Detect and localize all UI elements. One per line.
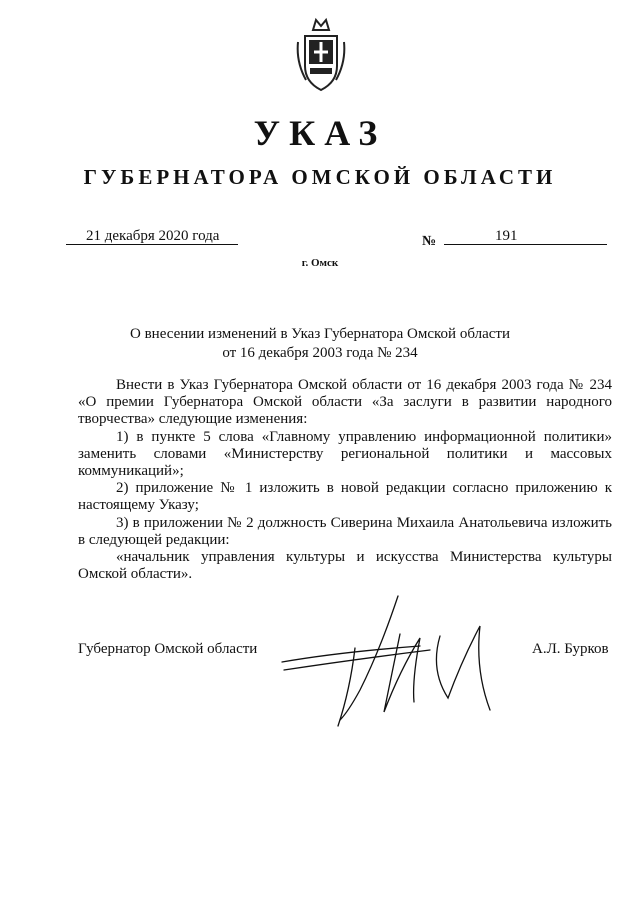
subject-line-1: О внесении изменений в Указ Губернатора Омской области	[130, 326, 510, 342]
document-city: г. Омск	[301, 257, 339, 269]
body-paragraph-3: 3) в приложении № 2 должность Сиверина Михаила Анатольевича изложить в следующей редакции:	[78, 514, 612, 548]
body-paragraph-1: 1) в пункте 5 слова «Главному управлению информационной политики» заменить словами «Министерству региональной политики и массовых коммуникаций»;	[78, 428, 612, 480]
document-title: УКАЗ	[253, 113, 387, 153]
date-underline	[66, 244, 238, 245]
document-date: 21 декабря 2020 года	[86, 228, 220, 244]
body-paragraph-intro: Внести в Указ Губернатора Омской области от 16 декабря 2003 года № 234 «О премии Губернатора Омской области «За заслуги в развитии народного творчества» следующие изменения:	[78, 377, 612, 428]
number-sign: №	[422, 234, 437, 249]
document-subtitle: ГУБЕРНАТОРА ОМСКОЙ ОБЛАСТИ	[83, 165, 557, 189]
signer-position: Губернатор Омской области	[78, 641, 258, 657]
document-body	[78, 377, 612, 583]
signer-name: А.Л. Бурков	[532, 641, 609, 657]
document-subject	[80, 325, 560, 363]
omsk-coat-of-arms-icon	[296, 12, 346, 92]
body-paragraph-2: 2) приложение № 1 изложить в новой редакции согласно приложению к настоящему Указу;	[78, 480, 612, 514]
document-number: 191	[495, 228, 518, 244]
handwritten-signature	[280, 590, 510, 730]
number-underline	[444, 244, 607, 245]
subject-line-2: от 16 декабря 2003 года № 234	[222, 345, 418, 361]
body-paragraph-quote: «начальник управления культуры и искусства Министерства культуры Омской области».	[78, 549, 612, 583]
